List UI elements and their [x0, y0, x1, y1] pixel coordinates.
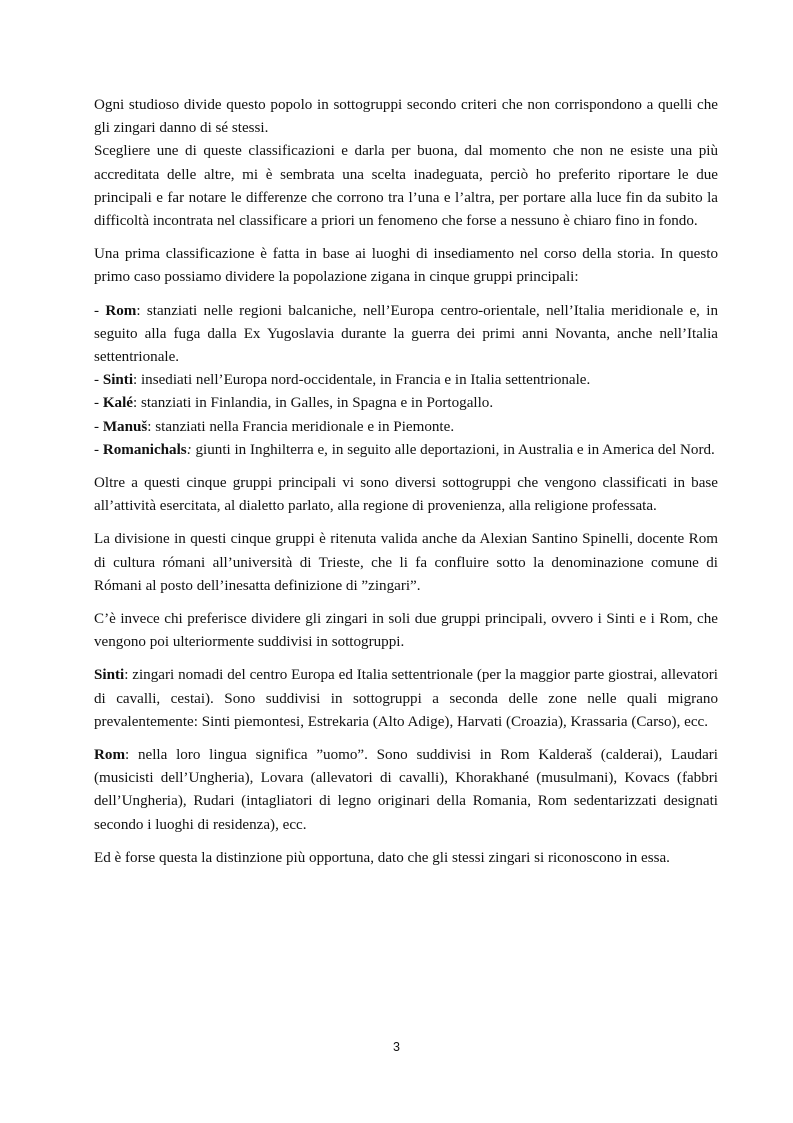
group-description: stanziati nella Francia meridionale e in Piemonte. [151, 418, 455, 435]
list-item-romanichals [94, 439, 718, 462]
group-separator: : [136, 302, 141, 319]
paragraph-conclusion [94, 847, 718, 870]
paragraph-text: La divisione in questi cinque gruppi è ritenuta valida anche da Alexian Santino Spinelli, docente Rom di cultura rómani all’università di Trieste, che li fa confluire sotto la denominazione comune di Rómani al posto dell’inesatta definizione di ”zingari”. [94, 531, 718, 594]
group-separator: : [133, 372, 138, 389]
list-item-kale [94, 392, 718, 415]
list-dash: - [94, 441, 103, 458]
group-name: Manuš [102, 418, 148, 435]
list-item-manus [94, 416, 718, 439]
definition-term: Rom [94, 747, 126, 764]
paragraph-two-groups [94, 608, 718, 654]
paragraph-text: C’è invece chi preferisce dividere gli zingari in soli due gruppi principali, ovvero i Sinti e i Rom, che vengono poi ulteriormente suddivisi in sottogruppi. [94, 611, 718, 651]
list-item-rom [94, 300, 718, 370]
group-separator: : [133, 395, 138, 412]
list-item-sinti [94, 369, 718, 392]
group-description: stanziati in Finlandia, in Galles, in Spagna e in Portogallo. [137, 395, 494, 412]
definition-term: Sinti [94, 667, 125, 684]
paragraph-first-classification [94, 243, 718, 289]
group-description: stanziati nelle regioni balcaniche, nell’Europa centro-orientale, nell’Italia meridionale e, in seguito alla fuga dalla Ex Yugoslavia durante la guerra dei primi anni Novanta, anche nell’Italia settentrionale. [94, 302, 718, 366]
groups-list [94, 300, 718, 462]
paragraph-spinelli [94, 528, 718, 598]
paragraph-text: Scegliere une di queste classificazioni e darla per buona, dal momento che non ne esiste una più accreditata delle altre, mi è sembrata una scelta inadeguata, perciò ho preferito riportare le due principali e far notare le differenze che corrono tra l’una e l’altra, per portare alla luce fin da subito la difficoltà incontrata nel classificare a priori un fenomeno che forse a nessuno è chiaro fino in fondo. [94, 143, 718, 230]
group-name: Sinti [102, 372, 134, 389]
paragraph-subgroups [94, 472, 718, 518]
paragraph-rom-definition [94, 744, 718, 837]
page-body [94, 94, 718, 880]
page-number: 3 [393, 1040, 400, 1054]
list-dash: - [94, 418, 103, 435]
group-separator: : [147, 418, 152, 435]
paragraph-text: Oltre a questi cinque gruppi principali vi sono diversi sottogruppi che vengono classificati in base all’attività esercitata, al dialetto parlato, alla regione di provenienza, alla religione professata. [94, 475, 718, 515]
group-description: giunti in Inghilterra e, in seguito alle deportazioni, in Australia e in America del Nord. [191, 441, 715, 458]
paragraph-sinti-definition [94, 664, 718, 734]
paragraph-text: Ogni studioso divide questo popolo in sottogruppi secondo criteri che non corrispondono a quelli che gli zingari danno di sé stessi. [94, 97, 718, 137]
paragraph-intro-2 [94, 140, 718, 233]
group-separator: : [186, 441, 192, 458]
list-dash: - [94, 302, 106, 319]
definition-text: : zingari nomadi del centro Europa ed Italia settentrionale (per la maggior parte giostrai, allevatori di cavalli, cestai). Sono suddivisi in sottogruppi a seconda delle zone nelle quali migrano prevalentemente: Sinti piemontesi, Estrekaria (Alto Adige), Harvati (Croazia), Krassaria (Carso), ecc. [94, 667, 718, 730]
group-description: insediati nell’Europa nord-occidentale, in Francia e in Italia settentrionale. [137, 372, 591, 389]
list-dash: - [94, 372, 103, 389]
list-dash: - [94, 395, 103, 412]
definition-text: : nella loro lingua significa ”uomo”. Sono suddivisi in Rom Kalderaš (calderai), Laudari (musicisti dell’Ungheria), Lovara (allevatori di cavalli), Khorakhané (musulmani), Kovacs (fabbri dell’Ungheria), Rudari (intagliatori di legno originari della Romania, Rom sedentarizzati designati secondo i luoghi di residenza), ecc. [94, 747, 718, 833]
paragraph-intro-1 [94, 94, 718, 140]
paragraph-text: Una prima classificazione è fatta in base ai luoghi di insediamento nel corso della storia. In questo primo caso possiamo dividere la popolazione zigana in cinque gruppi principali: [94, 246, 718, 286]
group-name: Rom [105, 302, 137, 319]
group-name: Romanichals [102, 441, 187, 458]
group-name: Kalé [102, 395, 133, 412]
paragraph-text: Ed è forse questa la distinzione più opportuna, dato che gli stessi zingari si riconoscono in essa. [94, 849, 670, 866]
